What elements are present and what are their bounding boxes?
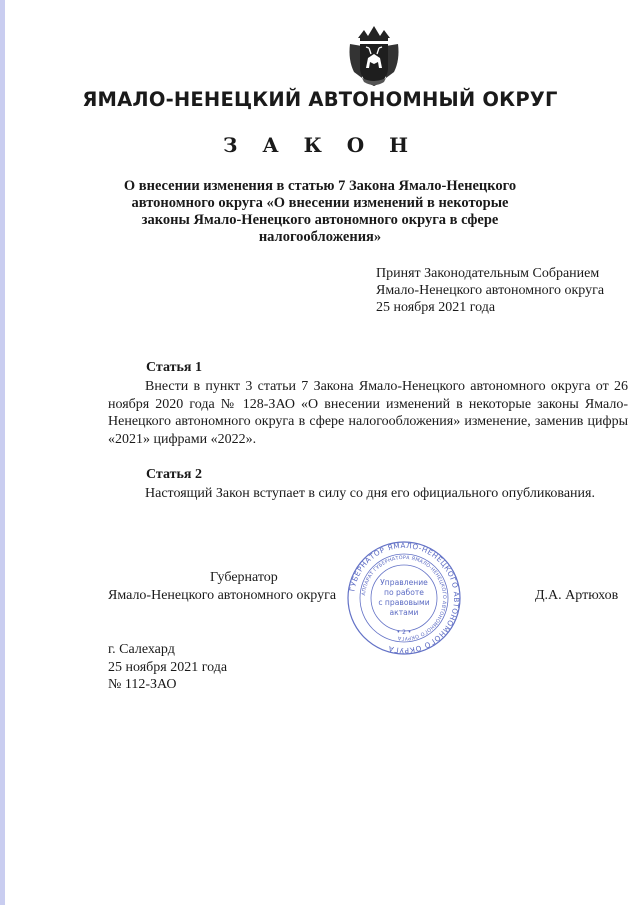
city: г. Салехард [108,642,175,657]
signatory-name: Д.А. Артюхов [535,588,619,603]
adoption-line-2: Ямало-Ненецкого автономного округа [376,283,605,298]
signatory-title: Губернатор [210,570,278,585]
article-2-title: Статья 2 [146,467,202,482]
document-type: З А К О Н [222,133,418,157]
stamp-number: • 2 • [396,629,412,636]
article-1-text: Внести в пункт 3 статьи 7 Закона Ямало-Ненецкого автономного округа от 26 ноября 2020 года № 128-ЗАО «О внесении изменений в некоторые законы Ямало-Ненецкого автономного округа в сфере налогообложения» изменение, заменив цифры «2021» цифрами «2022». [108,379,628,447]
signatory-org: Ямало-Ненецкого автономного округа [108,588,337,603]
law-number: № 112-ЗАО [108,677,177,692]
region-title: ЯМАЛО-НЕНЕЦКИЙ АВТОНОМНЫЙ ОКРУГ [82,88,558,111]
article-2-text: Настоящий Закон вступает в силу со дня его официального опубликования. [145,486,595,501]
stamp-center-line-4: актами [389,608,419,617]
stamp-outer-text: ГУБЕРНАТОР ЯМАЛО-НЕНЕЦКОГО АВТОНОМНОГО ОКРУГА [347,540,462,656]
signing-date: 25 ноября 2021 года [108,659,228,675]
coat-of-arms-icon [344,20,404,90]
stamp-center-line-3: с правовыми [378,598,430,607]
official-stamp [346,540,462,656]
adoption-date: 25 ноября 2021 года [376,300,496,315]
adoption-line-1: Принят Законодательным Собранием [376,266,600,281]
article-1-title: Статья 1 [146,360,202,375]
stamp-center-line-1: Управление [380,578,428,587]
place-date-block [108,641,227,694]
stamp-center-line-2: по работе [384,588,424,597]
adoption-note [376,265,604,316]
document-name: О внесении изменения в статью 7 Закона Ямало-Ненецкого автономного округа «О внесении изменений в некоторые законы Ямало-Ненецкого автономного округа в сфере налогообложения» [123,178,517,245]
stamp-inner-text: АППАРАТ ГУБЕРНАТОРА ЯМАЛО-НЕНЕЦКОГО АВТОНОМНОГО ОКРУГА [361,554,448,642]
